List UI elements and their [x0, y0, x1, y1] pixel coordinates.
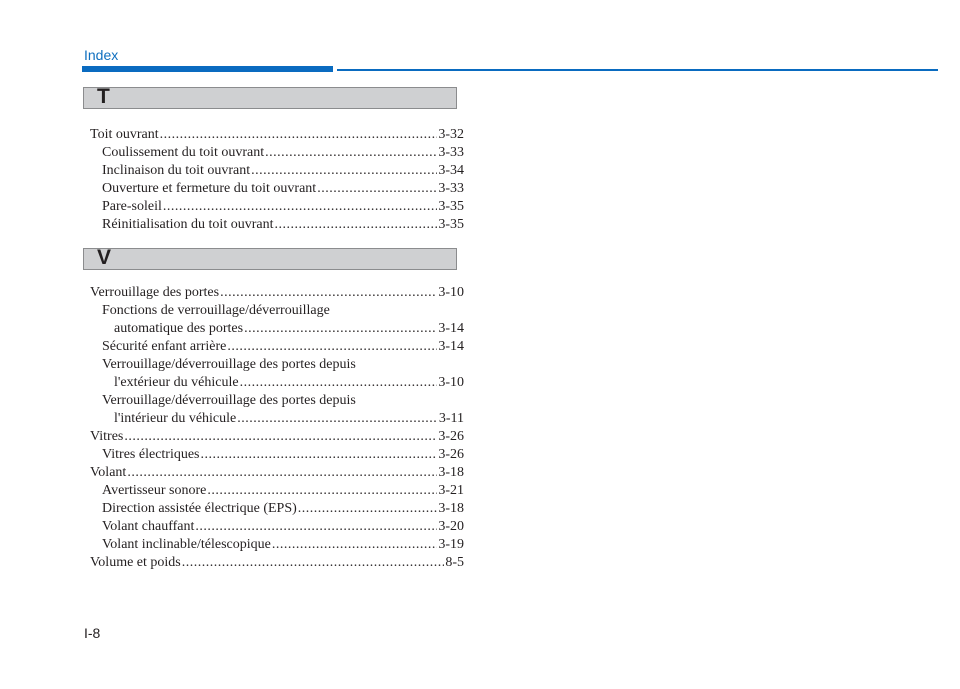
index-entry[interactable]: Pare-soleil ..... 3-35: [90, 198, 464, 216]
header-bar-thin: [337, 69, 938, 71]
index-entry[interactable]: Fonctions de verrouillage/déverrouillage: [102, 303, 330, 318]
index-entry[interactable]: Avertisseur sonore ..... 3-21: [90, 482, 464, 500]
section-v-header: [83, 248, 457, 270]
section-letter: V: [97, 246, 112, 269]
section-letter: T: [97, 85, 110, 108]
section-v-entries: [90, 284, 464, 572]
index-entry[interactable]: Volume et poids ..... 8-5: [90, 554, 464, 572]
section-t-header: [83, 87, 457, 109]
index-entry[interactable]: Direction assistée électrique (EPS) ..... 3-18: [90, 500, 464, 518]
index-entry[interactable]: Vitres électriques ..... 3-26: [90, 446, 464, 464]
index-entry[interactable]: Volant chauffant ..... 3-20: [90, 518, 464, 536]
index-entry[interactable]: Verrouillage des portes ..... 3-10: [90, 284, 464, 302]
index-entry[interactable]: Vitres ..... 3-26: [90, 428, 464, 446]
index-entry[interactable]: l'intérieur du véhicule ..... 3-11: [90, 410, 464, 428]
index-entry[interactable]: Inclinaison du toit ouvrant ..... 3-34: [90, 162, 464, 180]
index-entry[interactable]: Verrouillage/déverrouillage des portes depuis: [102, 393, 356, 408]
index-entry[interactable]: Volant inclinable/télescopique ..... 3-19: [90, 536, 464, 554]
index-entry[interactable]: Verrouillage/déverrouillage des portes depuis: [102, 357, 356, 372]
index-entry[interactable]: Toit ouvrant ..... 3-32: [90, 126, 464, 144]
index-entry[interactable]: Sécurité enfant arrière ..... 3-14: [90, 338, 464, 356]
index-entry[interactable]: Réinitialisation du toit ouvrant ..... 3-35: [90, 216, 464, 234]
index-entry[interactable]: Ouverture et fermeture du toit ouvrant ..... 3-33: [90, 180, 464, 198]
index-entry[interactable]: automatique des portes ..... 3-14: [90, 320, 464, 338]
header-bar-thick: [82, 66, 333, 72]
index-entry[interactable]: Volant ..... 3-18: [90, 464, 464, 482]
index-entry[interactable]: l'extérieur du véhicule ..... 3-10: [90, 374, 464, 392]
header-title: Index: [84, 47, 119, 63]
page-number: I-8: [84, 625, 101, 641]
index-entry[interactable]: Coulissement du toit ouvrant ..... 3-33: [90, 144, 464, 162]
section-t-entries: [90, 126, 464, 234]
